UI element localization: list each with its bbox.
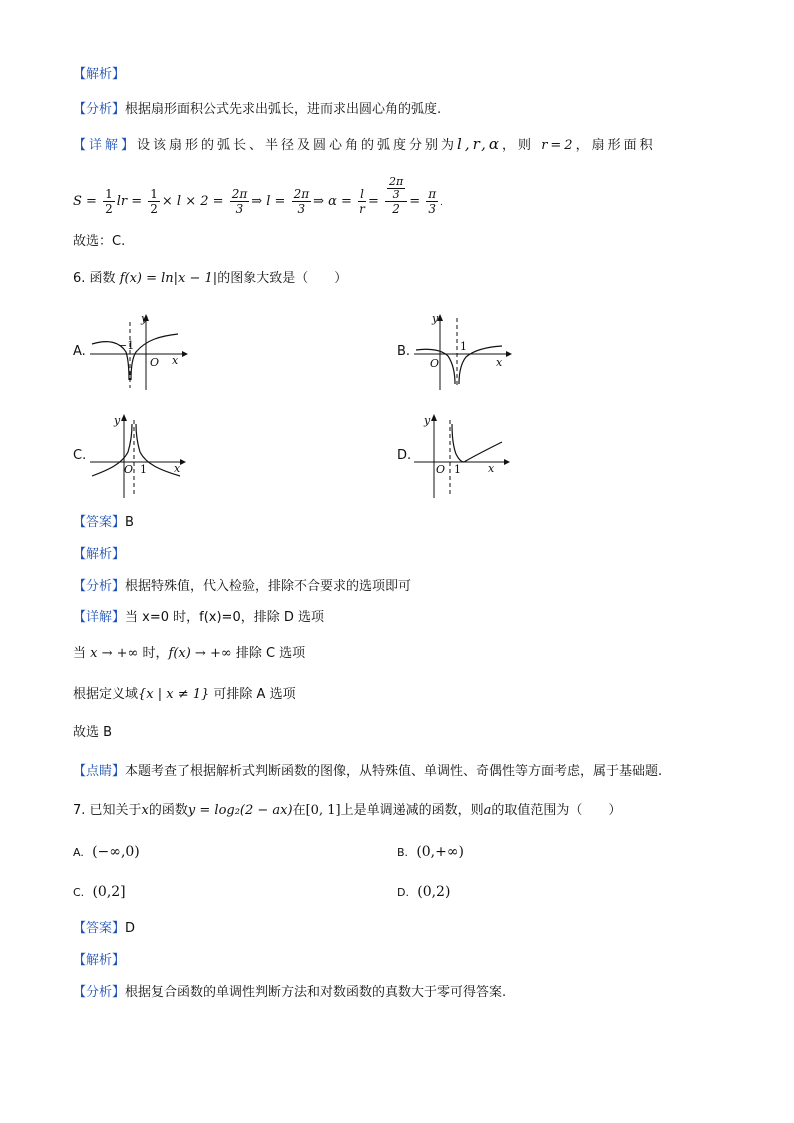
q5-formula: S = $\frac{1}{2}$ lr = $\frac{1}{2}$ × l × 2 = $\frac{2\pi}{3}$ ⇒ l = $\frac{2\pi}{3}$ ⇒ α = $\frac{l}{r}$ = $\frac{\frac{2\pi}{3}}{2}$ = $\frac{\pi}{3}$ . xyxy=(73,175,444,216)
frac-half-1: $\frac{1}{2}$ xyxy=(105,187,113,216)
frac-l-r: $\frac{l}{r}$ xyxy=(359,187,365,216)
q7-fenxi: 【分析】根据复合函数的单调性判断方法和对数函数的真数大于零可得答案. xyxy=(73,985,507,1000)
q6-option-b-graph[interactable] xyxy=(412,312,512,392)
x-axis-label: x xyxy=(496,356,503,369)
q6-line3: 根据定义域{x | x ≠ 1} 可排除 A 选项 xyxy=(73,687,296,702)
q6-option-d-label[interactable]: D. xyxy=(397,448,412,463)
origin-label: O xyxy=(436,463,446,476)
q5-fenxi: 【分析】根据扇形面积公式先求出弧长，进而求出圆心角的弧度. xyxy=(73,102,442,117)
q7-option-d[interactable]: D. (0,2) xyxy=(397,884,451,900)
origin-label: O xyxy=(150,356,160,369)
q6-line2: 当 x → +∞ 时，f(x) → +∞ 排除 C 选项 xyxy=(73,646,306,661)
tick-label: 1 xyxy=(460,340,467,353)
y-axis-label: y xyxy=(114,414,121,427)
frac-2pi-3-a: $\frac{2\pi}{3}$ xyxy=(231,187,248,216)
q6-fenxi: 【分析】根据特殊值，代入检验，排除不合要求的选项即可 xyxy=(73,579,412,594)
q5-xiangjie: 【详解】设该扇形的弧长、半径及圆心角的弧度分别为l,r,α，则 r=2，扇形面积 xyxy=(73,135,656,153)
q6-jiexi: 【解析】 xyxy=(73,547,126,562)
q7-option-c[interactable]: C. (0,2] xyxy=(73,884,126,900)
q6-option-b-label[interactable]: B. xyxy=(397,344,411,359)
q7-option-b[interactable]: B. (0,+∞) xyxy=(397,844,464,860)
frac-2pi-3-b: $\frac{2\pi}{3}$ xyxy=(293,187,310,216)
q5-answer: 故选：C. xyxy=(73,234,126,249)
q7-answer: 【答案】D xyxy=(73,921,136,936)
frac-half-2: $\frac{1}{2}$ xyxy=(150,187,158,216)
q6-stem: 6. 函数 f(x) = ln|x − 1|的图象大致是（ ） xyxy=(73,271,348,286)
q6-final: 故选 B xyxy=(73,725,113,740)
x-axis-label: x xyxy=(174,462,181,475)
x-axis-label: x xyxy=(488,462,495,475)
q6-option-a-label[interactable]: A. xyxy=(73,344,86,359)
tick-label: −1 xyxy=(118,339,135,352)
y-axis-label: y xyxy=(432,312,439,325)
q7-stem: 7. 已知关于x的函数y = log₂(2 − ax)在[0, 1]上是单调递减的函数，则a的取值范围为（ ） xyxy=(73,803,622,818)
q5-jiexi: 【解析】 xyxy=(73,67,126,82)
y-axis-label: y xyxy=(424,414,431,427)
q7-jiexi: 【解析】 xyxy=(73,953,126,968)
q6-option-d-graph[interactable] xyxy=(412,412,512,502)
q6-option-a-graph[interactable] xyxy=(88,312,188,392)
x-axis-label: x xyxy=(172,354,179,367)
q6-answer: 【答案】B xyxy=(73,515,134,530)
frac-complex: $\frac{\frac{2\pi}{3}}{2}$ xyxy=(385,176,407,216)
origin-label: O xyxy=(124,463,134,476)
tick-label: 1 xyxy=(454,463,461,476)
tick-label: 1 xyxy=(140,463,147,476)
origin-label: O xyxy=(430,357,440,370)
q7-option-a[interactable]: A. (−∞,0) xyxy=(73,844,140,860)
q6-option-c-label[interactable]: C. xyxy=(73,448,87,463)
q6-xiangjie: 【详解】当 x=0 时，f(x)=0，排除 D 选项 xyxy=(73,610,324,625)
q6-dianjing: 【点睛】本题考查了根据解析式判断函数的图像，从特殊值、单调性、奇偶性等方面考虑，属于基础题. xyxy=(73,764,663,779)
q6-option-c-graph[interactable] xyxy=(88,412,188,502)
frac-pi-3: $\frac{\pi}{3}$ xyxy=(428,187,437,216)
y-axis-label: y xyxy=(141,312,148,325)
